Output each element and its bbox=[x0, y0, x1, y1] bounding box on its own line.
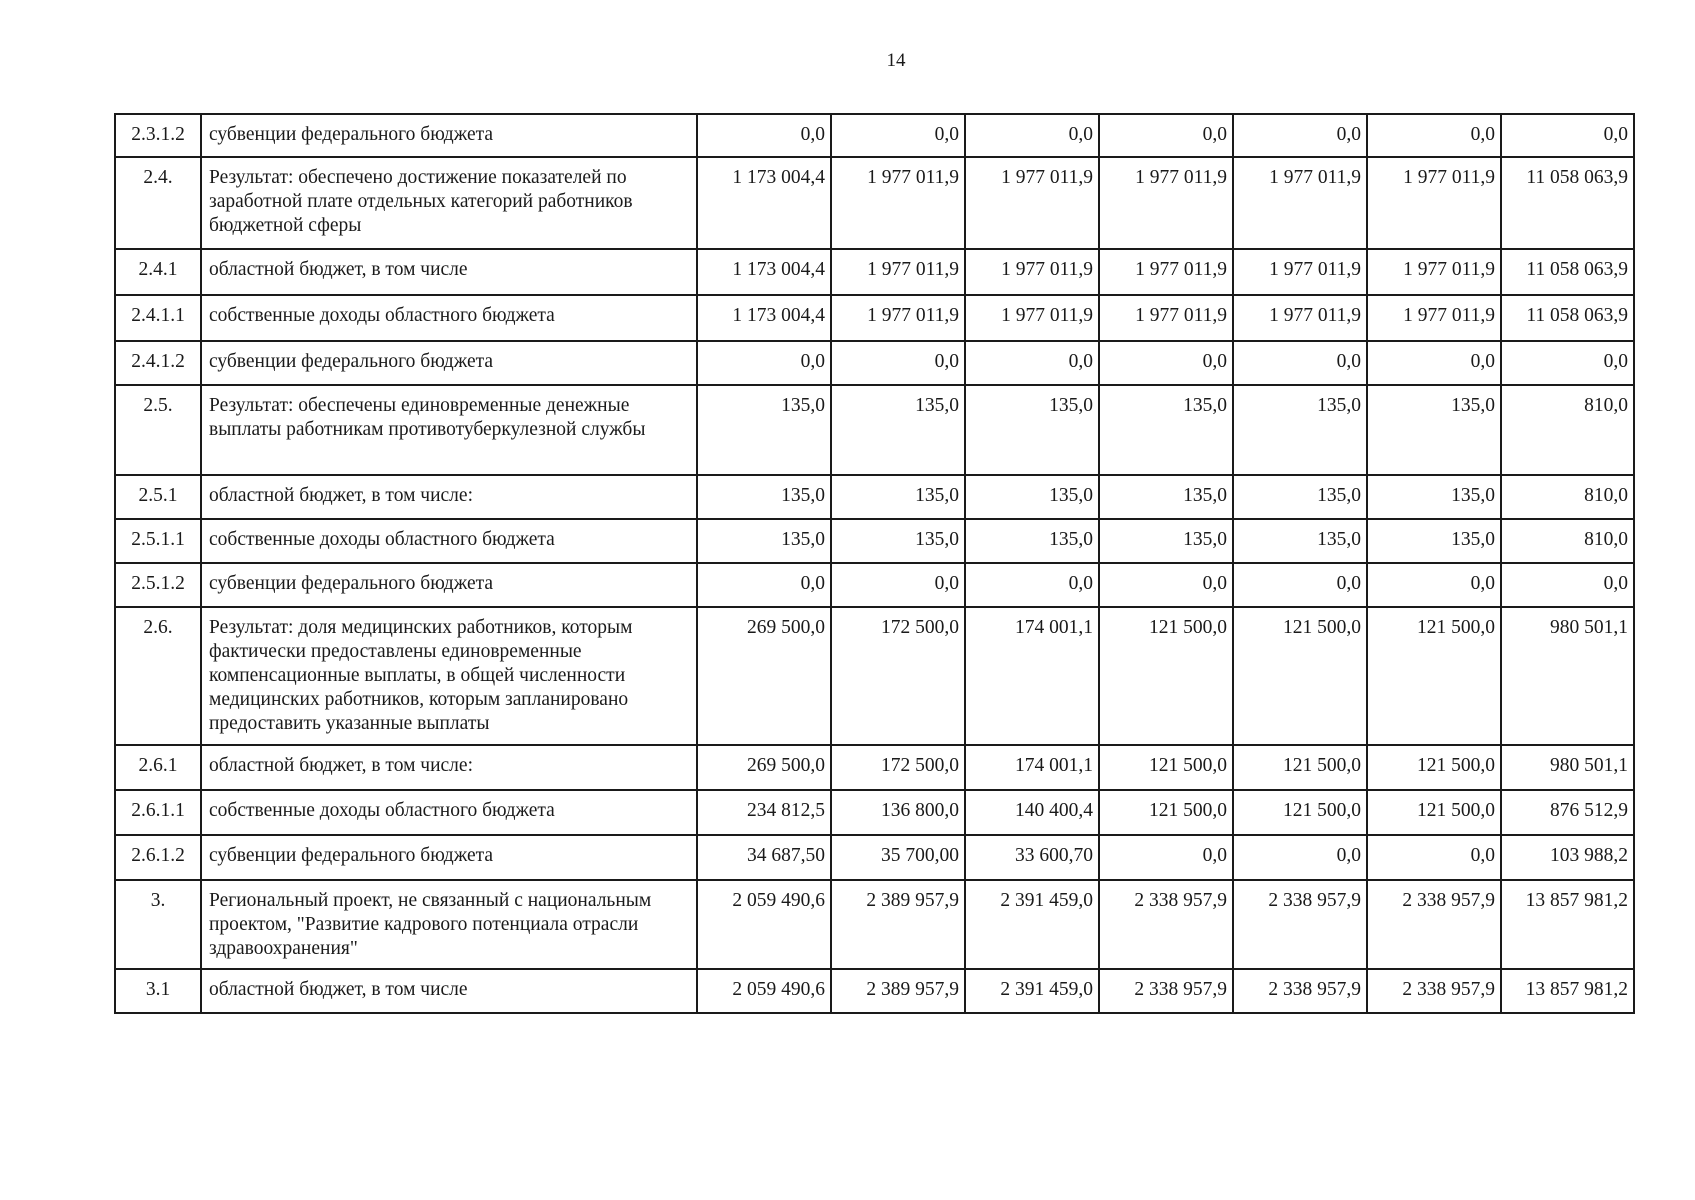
row-value-cell: 135,0 bbox=[1099, 385, 1233, 475]
row-value-cell: 2 391 459,0 bbox=[965, 880, 1099, 969]
row-description-cell: областной бюджет, в том числе bbox=[201, 249, 697, 295]
row-total-cell: 103 988,2 bbox=[1501, 835, 1634, 880]
row-value-cell: 0,0 bbox=[1367, 835, 1501, 880]
row-value-cell: 174 001,1 bbox=[965, 745, 1099, 790]
row-value-cell: 0,0 bbox=[1233, 341, 1367, 385]
row-value-cell: 1 977 011,9 bbox=[965, 295, 1099, 341]
row-number-cell: 2.5.1.1 bbox=[115, 519, 201, 563]
row-value-cell: 1 173 004,4 bbox=[697, 249, 831, 295]
row-description-cell: собственные доходы областного бюджета bbox=[201, 790, 697, 835]
row-value-cell: 135,0 bbox=[1099, 519, 1233, 563]
row-value-cell: 0,0 bbox=[1233, 835, 1367, 880]
row-value-cell: 121 500,0 bbox=[1233, 790, 1367, 835]
row-value-cell: 135,0 bbox=[1233, 519, 1367, 563]
row-total-cell: 876 512,9 bbox=[1501, 790, 1634, 835]
row-value-cell: 269 500,0 bbox=[697, 745, 831, 790]
row-value-cell: 135,0 bbox=[831, 475, 965, 519]
row-value-cell: 2 059 490,6 bbox=[697, 880, 831, 969]
table-body bbox=[115, 114, 1634, 1013]
row-number-cell: 2.4. bbox=[115, 157, 201, 249]
row-number-cell: 2.5.1 bbox=[115, 475, 201, 519]
row-total-cell: 0,0 bbox=[1501, 114, 1634, 157]
row-value-cell: 135,0 bbox=[1099, 475, 1233, 519]
row-number-cell: 2.5.1.2 bbox=[115, 563, 201, 607]
row-total-cell: 0,0 bbox=[1501, 563, 1634, 607]
row-value-cell: 0,0 bbox=[1099, 341, 1233, 385]
row-value-cell: 1 977 011,9 bbox=[1367, 249, 1501, 295]
row-value-cell: 135,0 bbox=[965, 475, 1099, 519]
row-value-cell: 2 338 957,9 bbox=[1367, 880, 1501, 969]
row-value-cell: 1 977 011,9 bbox=[831, 295, 965, 341]
row-description-cell: Результат: обеспечены единовременные денежные выплаты работникам противотуберкулезной службы bbox=[201, 385, 697, 475]
row-description-cell: субвенции федерального бюджета bbox=[201, 563, 697, 607]
row-value-cell: 2 338 957,9 bbox=[1367, 969, 1501, 1013]
row-description-cell: субвенции федерального бюджета bbox=[201, 835, 697, 880]
row-value-cell: 2 389 957,9 bbox=[831, 969, 965, 1013]
row-value-cell: 135,0 bbox=[697, 519, 831, 563]
row-value-cell: 1 977 011,9 bbox=[1099, 295, 1233, 341]
row-value-cell: 121 500,0 bbox=[1099, 790, 1233, 835]
table-row bbox=[115, 114, 1634, 157]
row-value-cell: 135,0 bbox=[1367, 385, 1501, 475]
row-value-cell: 0,0 bbox=[965, 563, 1099, 607]
row-value-cell: 0,0 bbox=[697, 563, 831, 607]
row-value-cell: 121 500,0 bbox=[1099, 745, 1233, 790]
table-row bbox=[115, 969, 1634, 1013]
row-value-cell: 35 700,00 bbox=[831, 835, 965, 880]
row-value-cell: 1 173 004,4 bbox=[697, 157, 831, 249]
row-total-cell: 11 058 063,9 bbox=[1501, 249, 1634, 295]
row-value-cell: 1 977 011,9 bbox=[1367, 157, 1501, 249]
row-value-cell: 0,0 bbox=[697, 341, 831, 385]
row-value-cell: 2 338 957,9 bbox=[1233, 880, 1367, 969]
row-value-cell: 0,0 bbox=[1233, 563, 1367, 607]
row-value-cell: 0,0 bbox=[1367, 341, 1501, 385]
table-row bbox=[115, 385, 1634, 475]
row-value-cell: 2 059 490,6 bbox=[697, 969, 831, 1013]
row-value-cell: 121 500,0 bbox=[1367, 607, 1501, 745]
table-row bbox=[115, 519, 1634, 563]
row-value-cell: 269 500,0 bbox=[697, 607, 831, 745]
row-number-cell: 2.4.1 bbox=[115, 249, 201, 295]
row-total-cell: 13 857 981,2 bbox=[1501, 969, 1634, 1013]
table-row bbox=[115, 295, 1634, 341]
row-number-cell: 3.1 bbox=[115, 969, 201, 1013]
row-total-cell: 810,0 bbox=[1501, 475, 1634, 519]
row-value-cell: 1 977 011,9 bbox=[831, 249, 965, 295]
row-value-cell: 0,0 bbox=[831, 114, 965, 157]
row-value-cell: 0,0 bbox=[1233, 114, 1367, 157]
row-value-cell: 135,0 bbox=[965, 519, 1099, 563]
row-number-cell: 2.5. bbox=[115, 385, 201, 475]
budget-table bbox=[114, 113, 1635, 1014]
row-number-cell: 2.6. bbox=[115, 607, 201, 745]
row-value-cell: 135,0 bbox=[1367, 475, 1501, 519]
row-value-cell: 135,0 bbox=[831, 519, 965, 563]
table-row bbox=[115, 563, 1634, 607]
row-value-cell: 1 977 011,9 bbox=[1099, 157, 1233, 249]
row-value-cell: 234 812,5 bbox=[697, 790, 831, 835]
row-value-cell: 135,0 bbox=[1233, 385, 1367, 475]
row-value-cell: 0,0 bbox=[697, 114, 831, 157]
row-value-cell: 2 338 957,9 bbox=[1233, 969, 1367, 1013]
row-value-cell: 1 977 011,9 bbox=[965, 157, 1099, 249]
row-value-cell: 121 500,0 bbox=[1233, 607, 1367, 745]
row-value-cell: 1 173 004,4 bbox=[697, 295, 831, 341]
row-description-cell: субвенции федерального бюджета bbox=[201, 341, 697, 385]
row-value-cell: 135,0 bbox=[1367, 519, 1501, 563]
row-description-cell: собственные доходы областного бюджета bbox=[201, 295, 697, 341]
page-number: 14 bbox=[886, 50, 906, 71]
row-value-cell: 2 338 957,9 bbox=[1099, 969, 1233, 1013]
row-number-cell: 3. bbox=[115, 880, 201, 969]
table-row bbox=[115, 745, 1634, 790]
row-value-cell: 135,0 bbox=[965, 385, 1099, 475]
table-row bbox=[115, 607, 1634, 745]
row-description-cell: Региональный проект, не связанный с национальным проектом, "Развитие кадрового потенциала отрасли здравоохранения" bbox=[201, 880, 697, 969]
row-total-cell: 980 501,1 bbox=[1501, 607, 1634, 745]
row-description-cell: собственные доходы областного бюджета bbox=[201, 519, 697, 563]
row-number-cell: 2.6.1.1 bbox=[115, 790, 201, 835]
row-value-cell: 1 977 011,9 bbox=[1233, 249, 1367, 295]
row-value-cell: 1 977 011,9 bbox=[965, 249, 1099, 295]
row-value-cell: 2 389 957,9 bbox=[831, 880, 965, 969]
row-value-cell: 135,0 bbox=[697, 475, 831, 519]
row-value-cell: 140 400,4 bbox=[965, 790, 1099, 835]
row-description-cell: субвенции федерального бюджета bbox=[201, 114, 697, 157]
row-value-cell: 135,0 bbox=[831, 385, 965, 475]
row-total-cell: 13 857 981,2 bbox=[1501, 880, 1634, 969]
table-row bbox=[115, 157, 1634, 249]
table-row bbox=[115, 880, 1634, 969]
row-value-cell: 1 977 011,9 bbox=[1233, 157, 1367, 249]
table-row bbox=[115, 475, 1634, 519]
row-value-cell: 1 977 011,9 bbox=[831, 157, 965, 249]
row-total-cell: 810,0 bbox=[1501, 519, 1634, 563]
row-number-cell: 2.3.1.2 bbox=[115, 114, 201, 157]
row-number-cell: 2.4.1.1 bbox=[115, 295, 201, 341]
row-total-cell: 0,0 bbox=[1501, 341, 1634, 385]
row-value-cell: 0,0 bbox=[965, 114, 1099, 157]
table-row bbox=[115, 341, 1634, 385]
table-row bbox=[115, 790, 1634, 835]
row-number-cell: 2.6.1.2 bbox=[115, 835, 201, 880]
row-value-cell: 172 500,0 bbox=[831, 607, 965, 745]
row-total-cell: 980 501,1 bbox=[1501, 745, 1634, 790]
row-number-cell: 2.4.1.2 bbox=[115, 341, 201, 385]
row-value-cell: 0,0 bbox=[965, 341, 1099, 385]
row-total-cell: 810,0 bbox=[1501, 385, 1634, 475]
row-value-cell: 121 500,0 bbox=[1367, 745, 1501, 790]
row-value-cell: 121 500,0 bbox=[1099, 607, 1233, 745]
row-value-cell: 0,0 bbox=[1099, 114, 1233, 157]
row-value-cell: 0,0 bbox=[1367, 563, 1501, 607]
row-value-cell: 1 977 011,9 bbox=[1233, 295, 1367, 341]
row-description-cell: областной бюджет, в том числе: bbox=[201, 745, 697, 790]
row-value-cell: 0,0 bbox=[1367, 114, 1501, 157]
row-value-cell: 0,0 bbox=[831, 341, 965, 385]
row-value-cell: 2 391 459,0 bbox=[965, 969, 1099, 1013]
table-row bbox=[115, 249, 1634, 295]
row-value-cell: 172 500,0 bbox=[831, 745, 965, 790]
table-row bbox=[115, 835, 1634, 880]
row-value-cell: 0,0 bbox=[831, 563, 965, 607]
row-total-cell: 11 058 063,9 bbox=[1501, 295, 1634, 341]
row-value-cell: 121 500,0 bbox=[1233, 745, 1367, 790]
row-value-cell: 136 800,0 bbox=[831, 790, 965, 835]
row-value-cell: 0,0 bbox=[1099, 835, 1233, 880]
row-value-cell: 135,0 bbox=[697, 385, 831, 475]
row-value-cell: 121 500,0 bbox=[1367, 790, 1501, 835]
row-value-cell: 1 977 011,9 bbox=[1367, 295, 1501, 341]
row-number-cell: 2.6.1 bbox=[115, 745, 201, 790]
row-value-cell: 135,0 bbox=[1233, 475, 1367, 519]
row-description-cell: Результат: доля медицинских работников, которым фактически предоставлены единовременные компенсационные выплаты, в общей численности медицинских работников, которым запланировано предоставить указанные выплаты bbox=[201, 607, 697, 745]
row-value-cell: 0,0 bbox=[1099, 563, 1233, 607]
row-value-cell: 34 687,50 bbox=[697, 835, 831, 880]
row-description-cell: областной бюджет, в том числе bbox=[201, 969, 697, 1013]
row-value-cell: 33 600,70 bbox=[965, 835, 1099, 880]
row-value-cell: 2 338 957,9 bbox=[1099, 880, 1233, 969]
row-total-cell: 11 058 063,9 bbox=[1501, 157, 1634, 249]
row-description-cell: областной бюджет, в том числе: bbox=[201, 475, 697, 519]
row-description-cell: Результат: обеспечено достижение показателей по заработной плате отдельных категорий работников бюджетной сферы bbox=[201, 157, 697, 249]
row-value-cell: 174 001,1 bbox=[965, 607, 1099, 745]
row-value-cell: 1 977 011,9 bbox=[1099, 249, 1233, 295]
